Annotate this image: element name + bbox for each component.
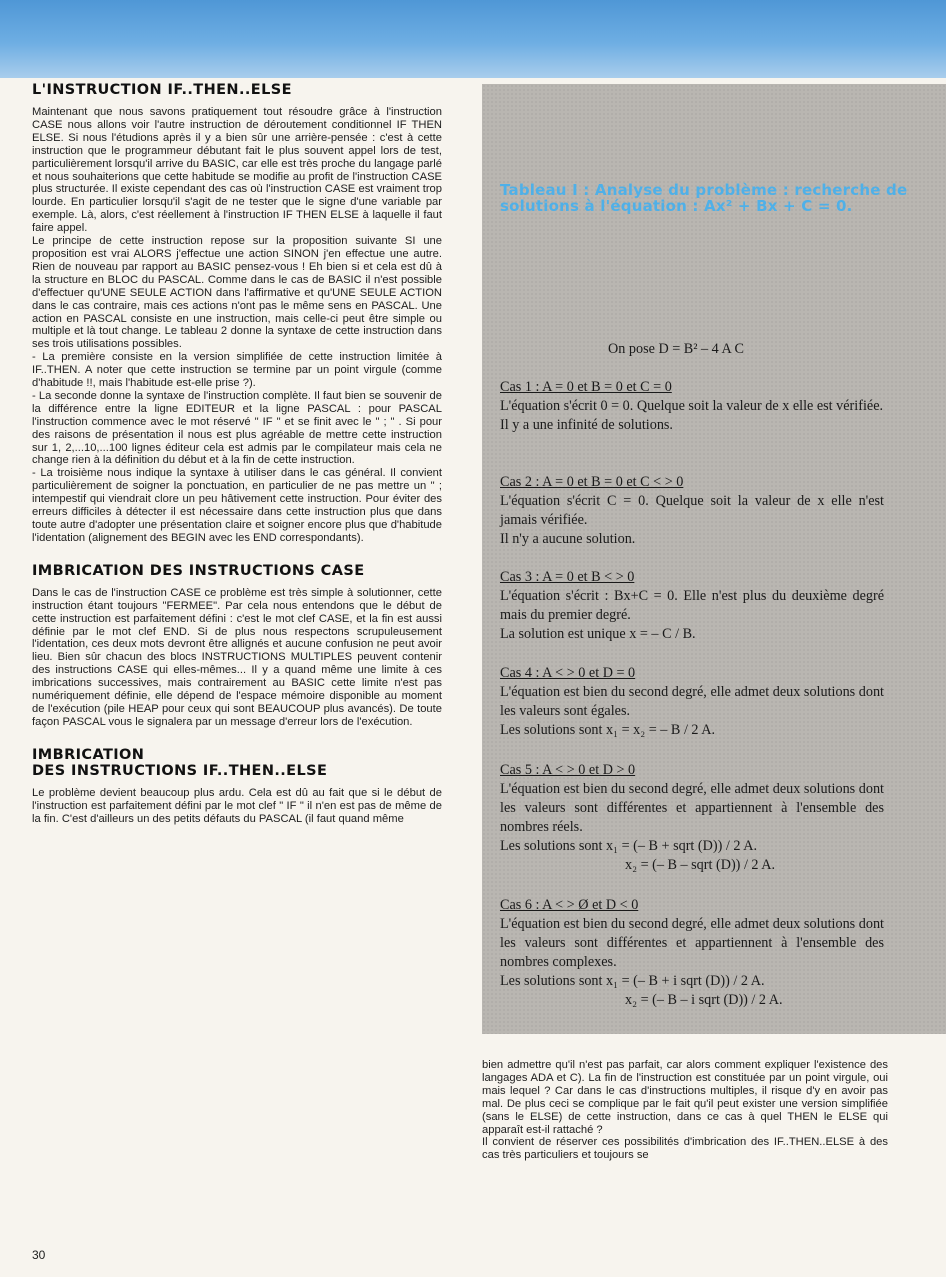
paragraph: - La troisième nous indique la syntaxe à utiliser dans le cas général. Il convient particulièrement de soigner la ponctuation, en particulier de ne pas mettre un " ; intempestif qui viendrait clore un peu hâtivement cette instruction. Pour éviter des erreurs difficiles à détecter il est nécessaire dans cette instruction plus que dans toute autre d'adopter une présentation claire et soigner encore plus que d'habitude l'identation (alignement des BEGIN avec les END correspondants).: [32, 467, 442, 544]
case-result: Il n'y a aucune solution.: [500, 531, 636, 547]
section-title-imbrication-case: IMBRICATION DES INSTRUCTIONS CASE: [32, 562, 365, 579]
case-block: [500, 473, 884, 549]
section-title-imbrication-if: [32, 747, 442, 779]
right-column-text: [482, 1059, 888, 1162]
paragraph: Le problème devient beaucoup plus ardu. Cela est dû au fait que si le début de l'instruction est parfaitement défini par le mot clef " IF " il n'en est pas de même de la fin. C'est d'ailleurs un des petits défauts du PASCAL (il faut quand même: [32, 786, 442, 825]
title-line: IMBRICATION: [32, 746, 145, 763]
case-text: L'équation s'écrit C = 0. Quelque soit la valeur de x elle n'est jamais vérifiée.: [500, 493, 884, 528]
paragraph: Le principe de cette instruction repose sur la proposition suivante SI une proposition est vrai ALORS j'effectue une action SINON j'en effectue une autre. Rien de nouveau par rapport au BASIC pensez-vous ! Eh bien si et cela est dû à la structure en BLOC du PASCAL. Comme dans le cas de BASIC il n'est possible d'effectuer qu'UNE SEULE ACTION dans l'affirmative et qu'UNE SEULE ACTION dans le cas contraire, mais ces actions n'ont pas le même sens en PASCAL. Une action en PASCAL consiste en une instruction, mais celle-ci peut être simple ou multiple et là tout change. Le tableau 2 donne la syntaxe de cette instruction dans ses trois utilisations possibles.: [32, 235, 442, 351]
case-title: Cas 5 : A < > 0 et D > 0: [500, 762, 636, 778]
title-line: DES INSTRUCTIONS IF..THEN..ELSE: [32, 762, 328, 779]
case-block: [500, 761, 884, 875]
case-title: Cas 1 : A = 0 et B = 0 et C = 0: [500, 379, 672, 395]
paragraph: - La première consiste en la version simplifiée de cette instruction limitée à IF..THEN. A noter que cette instruction se termine par un point virgule (comme d'habitude !!, mais l'habitude est-elle prise ?).: [32, 351, 442, 390]
formula: On pose D = B² – 4 A C: [608, 341, 745, 357]
case-block: [500, 664, 884, 740]
case-title: Cas 2 : A = 0 et B = 0 et C < > 0: [500, 474, 684, 490]
case-result: La solution est unique x = – C / B.: [500, 626, 696, 642]
case-block: [500, 568, 884, 644]
case-solution: Les solutions sont x₁ = (– B + sqrt (D)) / 2 A.: [500, 838, 758, 854]
case-text: L'équation est bien du second degré, elle admet deux solutions dont les valeurs sont égales.: [500, 684, 884, 719]
case-title: Cas 3 : A = 0 et B < > 0: [500, 569, 635, 585]
top-color-band: [0, 0, 946, 78]
case-result: Les solutions sont x₁ = x₂ = – B / 2 A.: [500, 722, 716, 738]
left-column: [32, 82, 442, 826]
paragraph: - La seconde donne la syntaxe de l'instruction complète. Il faut bien se souvenir de la différence entre la ligne EDITEUR et la ligne PASCAL : pour PASCAL l'instruction commence avec le mot réservé " IF " et se finit avec le " ; " . Si pour des raisons de présentation il nous est plus agréable de mettre cette instruction sur 1, 2,...10,...100 lignes éditeur cela est admis par le compilateur mais cela ne change rien à la définition du début et à la fin de cette instruction.: [32, 389, 442, 467]
case-text: L'équation s'écrit 0 = 0. Quelque soit la valeur de x elle est vérifiée.: [500, 398, 884, 414]
section-title-if-then-else: L'INSTRUCTION IF..THEN..ELSE: [32, 82, 292, 98]
paragraph: bien admettre qu'il n'est pas parfait, car alors comment expliquer l'existence des langages ADA et C). La fin de l'instruction est constituée par un point virgule, oui mais lequel ? Car dans le cas d'instructions multiples, il risque d'y en avoir pas mal. De plus ceci se complique par le fait qu'il peut exister une version simplifiée (sans le ELSE) de cette instruction, dans ce cas à quel THEN le ELSE qui apparaît est-il rattaché ?: [482, 1059, 888, 1136]
case-block: [500, 896, 884, 1010]
case-text: L'équation est bien du second degré, elle admet deux solutions dont les valeurs sont différentes et appartiennent à l'ensemble des nombres réels.: [500, 781, 884, 835]
tableau-box: [482, 84, 946, 1034]
case-result: Il y a une infinité de solutions.: [500, 417, 673, 433]
paragraph: Dans le cas de l'instruction CASE ce problème est très simple à solutionner, cette instruction étant toujours "FERMEE". Par cela nous entendons que le début de cette instruction est parfaitement défini : c'est le mot clef CASE, et la fin est aussi définie par le mot clef END. Si de plus nous respectons scrupuleusement l'identation, ces deux mots devront être allignés et aucune confusion ne peut avoir lieu. Bien sûr chacun des blocs INSTRUCTIONS MULTIPLES peuvent contenir des instructions CASE qui elles-mêmes... Il y a quand même une limite à ces imbrications successives, mais contrairement au BASIC cette limite n'est pas numériquement définie, elle dépend de l'espace mémoire disponible au moment de l'exécution (pile HEAP pour ceux qui sont BEAUCOUP plus avancés). De toute façon PASCAL vous le signalera par un message d'erreur lors de l'exécution.: [32, 586, 442, 728]
case-solution: x₂ = (– B – i sqrt (D)) / 2 A.: [625, 992, 783, 1008]
case-text: L'équation s'écrit : Bx+C = 0. Elle n'est plus du deuxième degré mais du premier degré.: [500, 588, 884, 623]
paragraph: Maintenant que nous savons pratiquement tout résoudre grâce à l'instruction CASE nous allons voir l'autre instruction de déroutement conditionnel IF THEN ELSE. Si nous l'étudions après il y a bien sûr une arrière-pensée : c'est à cette instruction que le programmeur débutant fait le plus souvent appel lors de test, particulièrement lorsqu'il arrive du BASIC, car elle est très proche du langage parlé et nous souhaiterions que cette habitude se modifie au profit de l'instruction CASE plus structurée. Il existe cependant des cas où l'instruction CASE est vraiment trop lourde. En particulier lorsqu'il s'agit de ne tester que le signe d'une variable par exemple. Là, alors, c'est réellement à l'instruction IF THEN ELSE à laquelle il faut faire appel.: [32, 106, 442, 235]
tableau-title: Tableau I : Analyse du problème : recherche de solutions à l'équation : Ax² + Bx + C = 0.: [500, 181, 908, 215]
case-text: L'équation est bien du second degré, elle admet deux solutions dont les valeurs sont différentes et appartiennent à l'ensemble des nombres complexes.: [500, 916, 884, 970]
page-number: 30: [32, 1248, 46, 1262]
case-title: Cas 6 : A < > Ø et D < 0: [500, 897, 639, 913]
paragraph: Il convient de réserver ces possibilités d'imbrication des IF..THEN..ELSE à des cas très particuliers et toujours se: [482, 1136, 888, 1162]
case-solution: Les solutions sont x₁ = (– B + i sqrt (D)) / 2 A.: [500, 973, 765, 989]
case-block: [500, 378, 884, 435]
case-title: Cas 4 : A < > 0 et D = 0: [500, 665, 636, 681]
case-solution: x₂ = (– B – sqrt (D)) / 2 A.: [625, 857, 776, 873]
